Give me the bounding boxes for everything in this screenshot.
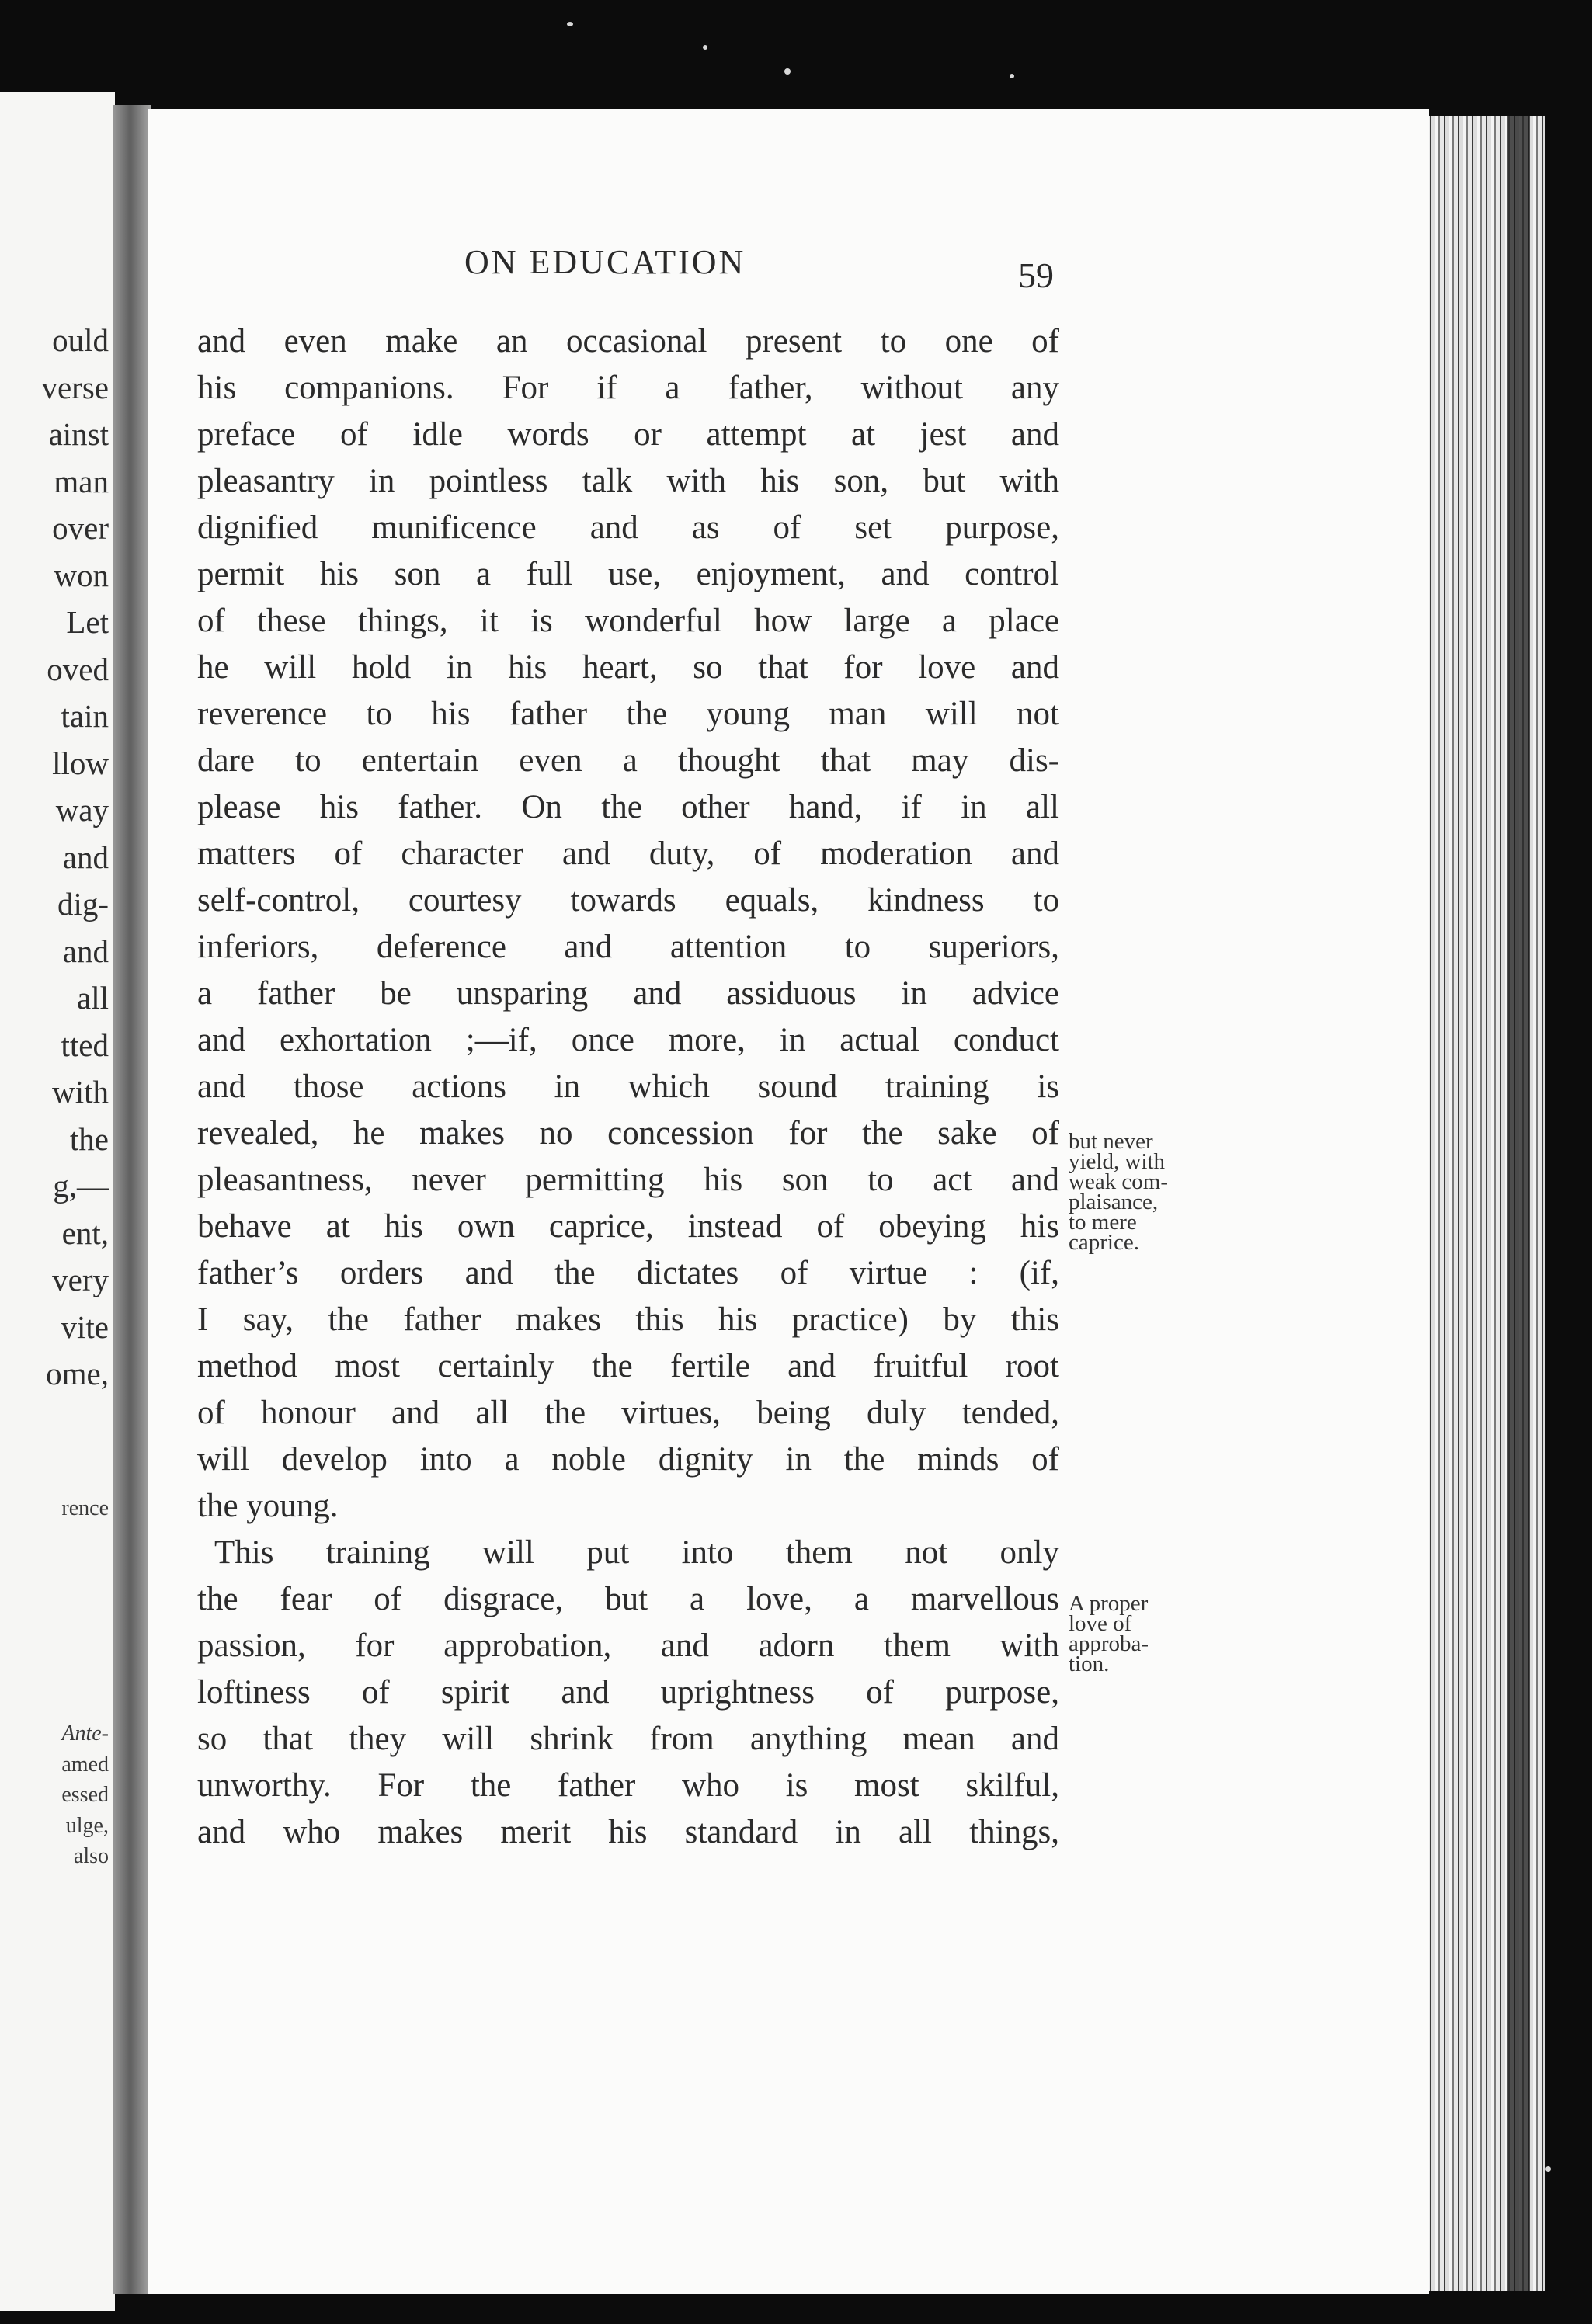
text-line: revealed, he makes no concession for the sake of — [197, 1115, 1059, 1152]
facing-page-line: tain — [61, 698, 109, 734]
scan-speck — [1545, 2166, 1551, 2172]
facing-page-line: all — [77, 980, 109, 1016]
text-line: I say, the father makes this his practice) by this — [197, 1301, 1059, 1338]
margin-note-line: to mere — [1069, 1210, 1137, 1235]
text-line: he will hold in his heart, so that for love and — [197, 649, 1059, 686]
text-line: and those actions in which sound training is — [197, 1068, 1059, 1105]
facing-page-line: ent, — [61, 1214, 109, 1251]
facing-page-line: man — [54, 463, 109, 499]
facing-page-line: with — [52, 1074, 109, 1110]
facing-page-lower-fragments — [61, 1718, 109, 1872]
text-line: loftiness of spirit and uprightness of purpose, — [197, 1674, 1059, 1711]
facing-page-line: over — [52, 510, 109, 546]
margin-note-line: but never — [1069, 1129, 1153, 1154]
facing-page-line: amed — [61, 1752, 109, 1777]
facing-page-line: llow — [52, 745, 109, 781]
margin-note-line: love of — [1069, 1611, 1132, 1636]
text-line: unworthy. For the father who is most skilful, — [197, 1767, 1059, 1804]
facing-page-line: also — [73, 1844, 109, 1868]
page-number: 59 — [1018, 255, 1054, 295]
margin-note-line: approba- — [1069, 1631, 1149, 1656]
facing-page-line: dig- — [57, 886, 109, 922]
page-edges-stack — [1421, 116, 1545, 2291]
facing-page-line: verse — [41, 369, 109, 405]
margin-note-approbation — [1069, 1593, 1149, 1674]
margin-note-line: A proper — [1069, 1591, 1149, 1616]
text-line: method most certainly the fertile and fruitful root — [197, 1348, 1059, 1384]
text-line: pleasantness, never permitting his son to act and — [197, 1162, 1059, 1198]
text-line: and even make an occasional present to one of — [197, 323, 1059, 360]
facing-page-line: very — [52, 1262, 109, 1297]
scan-speck — [703, 45, 707, 50]
facing-page-line: vite — [61, 1308, 109, 1345]
facing-page-line: ainst — [48, 416, 109, 452]
text-line: matters of character and duty, of moderation and — [197, 835, 1059, 872]
text-line: of these things, it is wonderful how large a place — [197, 603, 1059, 639]
margin-note-line: plaisance, — [1069, 1190, 1159, 1214]
facing-page-text — [41, 317, 109, 1398]
text-line: pleasantry in pointless talk with his son, but with — [197, 463, 1059, 499]
margin-note-caprice — [1069, 1129, 1169, 1255]
text-line: dignified munificence and as of set purpose, — [197, 509, 1059, 546]
text-line: dare to entertain even a thought that may dis- — [197, 742, 1059, 779]
text-line: reverence to his father the young man will not — [197, 696, 1059, 732]
facing-page-note-fragment: rence — [61, 1496, 109, 1520]
text-line: and who makes merit his standard in all things, — [197, 1814, 1059, 1850]
facing-page-line: ome, — [46, 1356, 109, 1391]
facing-page-line: won — [54, 557, 109, 593]
text-line: his companions. For if a father, without any — [197, 370, 1059, 406]
facing-page-fragment — [0, 92, 115, 2311]
facing-page-line: and — [62, 839, 109, 875]
text-line: preface of idle words or attempt at jest and — [197, 416, 1059, 453]
margin-note-line: yield, with — [1069, 1149, 1166, 1174]
text-line: so that they will shrink from anything mean and — [197, 1721, 1059, 1757]
text-line: will develop into a noble dignity in the minds of — [197, 1441, 1059, 1478]
text-line: inferiors, deference and attention to superiors, — [197, 929, 1059, 965]
text-line: self-control, courtesy towards equals, kindness to — [197, 882, 1059, 919]
text-line: and exhortation ;—if, once more, in actual conduct — [197, 1022, 1059, 1058]
facing-page-line: tted — [61, 1027, 109, 1063]
body-text — [197, 318, 1059, 1856]
facing-page-line: Let — [66, 604, 109, 640]
scan-speck — [784, 68, 791, 75]
text-line: behave at his own caprice, instead of obeying his — [197, 1208, 1059, 1245]
facing-page-line: Ante- — [61, 1721, 109, 1746]
scan-speck — [567, 22, 573, 26]
facing-page-line: the — [69, 1120, 109, 1157]
text-line: This training will put into them not only — [214, 1534, 1059, 1571]
text-line: the young. — [197, 1488, 339, 1524]
margin-note-line: caprice. — [1069, 1230, 1139, 1255]
text-line: a father be unsparing and assiduous in advice — [197, 975, 1059, 1012]
facing-page-line: g,— — [53, 1168, 109, 1204]
text-line: father’s orders and the dictates of virtue : (if, — [197, 1255, 1059, 1291]
text-line: please his father. On the other hand, if in all — [197, 789, 1059, 825]
text-line: permit his son a full use, enjoyment, and control — [197, 556, 1059, 592]
facing-page-line: and — [62, 933, 109, 969]
text-line: passion, for approbation, and adorn them with — [197, 1627, 1059, 1664]
margin-note-line: tion. — [1069, 1652, 1110, 1676]
facing-page-line: oved — [47, 651, 109, 687]
facing-page-line: ulge, — [65, 1813, 109, 1838]
book-gutter — [113, 105, 151, 2294]
text-line: the fear of disgrace, but a love, a marvellous — [197, 1581, 1059, 1617]
margin-note-line: weak com- — [1069, 1169, 1169, 1194]
facing-page-line: essed — [61, 1783, 109, 1807]
facing-page-line: way — [55, 792, 109, 828]
page-edge-shadow — [1507, 116, 1530, 2291]
text-line: of honour and all the virtues, being duly tended, — [197, 1395, 1059, 1431]
scan-speck — [1010, 74, 1014, 78]
facing-page-line: ould — [52, 322, 109, 358]
running-head: ON EDUCATION — [464, 243, 746, 281]
